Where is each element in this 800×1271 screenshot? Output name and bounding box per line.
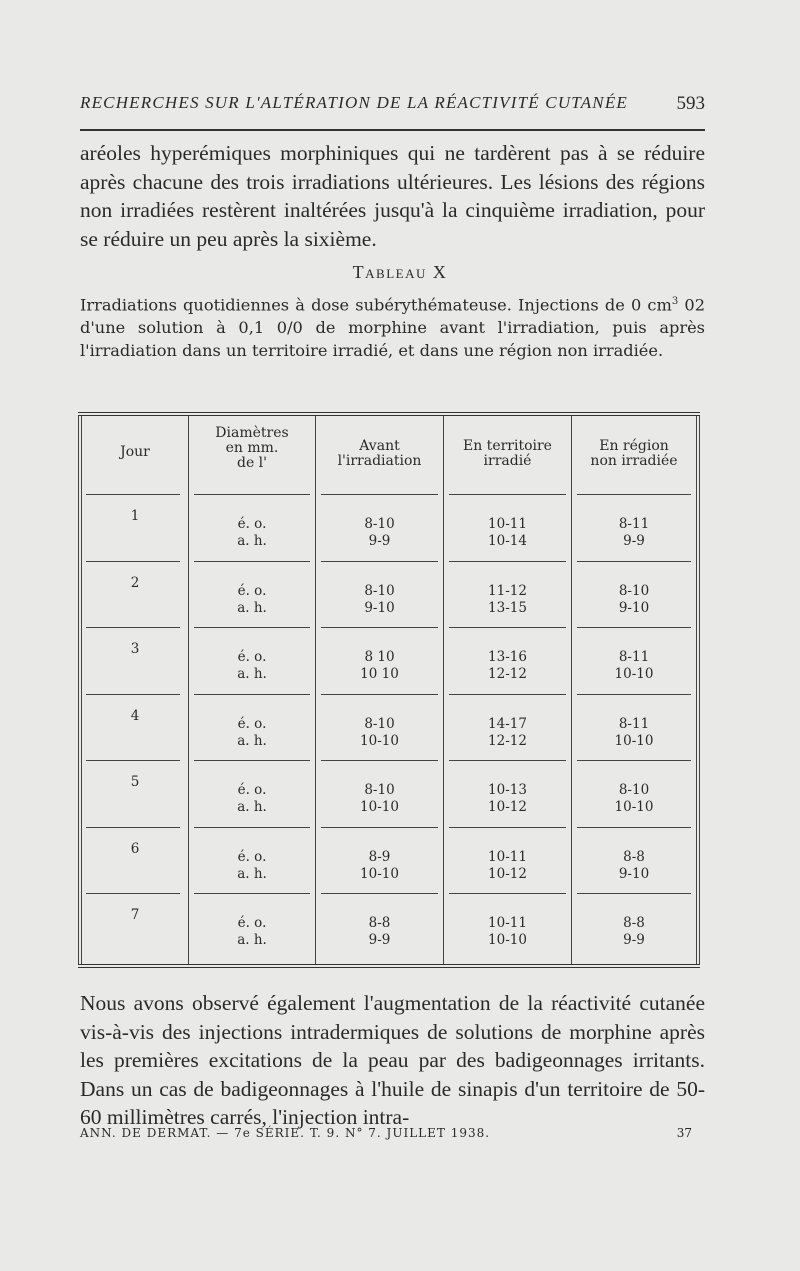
table-cell-sub [189, 583, 315, 617]
header-jour-text: Jour [120, 444, 150, 460]
avant-value: 10-10 [360, 865, 399, 882]
reg-value: 9-9 [623, 932, 645, 948]
table-cell-terr [444, 583, 571, 617]
table-frame-top [78, 412, 700, 413]
table-cell-terr [444, 516, 571, 550]
caption-part2: 02 d'une solution à 0,1 0/0 de morphine avant l'irradiation, puis après l'irradiation dans un territoire irradié, et dans une région non irradiée. [80, 295, 706, 361]
avant-value: 8-8 [368, 915, 391, 931]
row-separator [577, 893, 691, 894]
caption-part1: Irradiations quotidiennes à dose subérythémateuse. Injections de 0 cm [80, 295, 672, 315]
row-separator [577, 494, 691, 495]
terr-value: 10-12 [488, 799, 527, 815]
caption-superscript: 3 [671, 296, 679, 307]
table-frame-top-inner [78, 415, 700, 416]
table-frame-bottom-inner [78, 964, 700, 965]
row-separator [449, 627, 566, 628]
jour-value: 6 [130, 840, 140, 857]
header-avant-line2: l'irradiation [337, 453, 422, 469]
avant-value: 10-10 [360, 732, 399, 749]
header-reg-line1: En région [599, 438, 669, 454]
header-avant [316, 439, 443, 469]
header-diametres [189, 426, 315, 471]
reg-value: 8-8 [623, 848, 645, 865]
avant-value: 8-10 [364, 782, 395, 798]
sub-value: a. h. [237, 799, 267, 815]
terr-value: 12-12 [488, 666, 527, 682]
running-header [80, 93, 705, 113]
header-avant-line1: Avant [359, 438, 400, 454]
row-separator [86, 494, 180, 495]
header-rule [80, 129, 705, 131]
sub-value: é. o. [237, 649, 267, 665]
table-cell-reg [572, 716, 696, 750]
table-cell-sub [189, 516, 315, 550]
row-separator [321, 494, 438, 495]
jour-value: 4 [130, 707, 140, 724]
sub-value: a. h. [237, 533, 267, 549]
avant-value: 10-10 [360, 799, 399, 815]
table-cell-jour [82, 641, 188, 658]
row-separator [449, 561, 566, 562]
data-table [78, 412, 700, 968]
reg-value: 10-10 [614, 799, 654, 815]
sub-value: a. h. [237, 666, 267, 682]
table-border-left-inner [81, 416, 82, 964]
row-separator [577, 827, 691, 828]
row-separator [577, 627, 691, 628]
terr-value: 10-10 [488, 932, 527, 948]
terr-value: 10-14 [488, 533, 527, 549]
table-title: Tableau X [352, 262, 448, 282]
row-separator [577, 561, 691, 562]
sub-value: a. h. [237, 599, 267, 616]
row-separator [194, 827, 310, 828]
header-region [572, 439, 696, 469]
table-border-right [699, 416, 700, 964]
table-cell-reg [572, 649, 696, 683]
row-separator [449, 494, 566, 495]
sub-value: é. o. [237, 915, 267, 931]
reg-value: 10-10 [614, 666, 654, 682]
row-separator [194, 561, 310, 562]
reg-value: 9-9 [623, 533, 645, 549]
terr-value: 10-11 [488, 848, 527, 865]
sub-value: a. h. [237, 732, 267, 749]
header-diam-line3: de l' [236, 455, 268, 471]
row-separator [449, 694, 566, 695]
table-cell-terr [444, 782, 571, 816]
terr-value: 10-11 [488, 915, 527, 931]
terr-value: 13-16 [488, 649, 527, 665]
jour-value: 3 [130, 641, 140, 657]
row-separator [194, 627, 310, 628]
table-cell-sub [189, 782, 315, 816]
reg-value: 10-10 [614, 732, 654, 749]
jour-value: 5 [130, 774, 140, 790]
reg-value: 8-10 [618, 582, 650, 599]
table-cell-avant [316, 583, 443, 617]
table-cell-terr [444, 915, 571, 949]
header-diam-line1: Diamètres [215, 425, 289, 441]
row-separator [86, 561, 180, 562]
table-cell-sub [189, 649, 315, 683]
sub-value: é. o. [237, 582, 267, 599]
reg-value: 9-10 [618, 599, 650, 616]
table-cell-jour [82, 508, 188, 525]
sub-value: é. o. [237, 715, 267, 732]
table-cell-terr [444, 716, 571, 750]
row-separator [321, 827, 438, 828]
sub-value: a. h. [237, 865, 267, 882]
table-cell-reg [572, 583, 696, 617]
jour-value: 2 [130, 574, 140, 591]
header-terr-line2: irradié [483, 453, 532, 469]
row-separator [449, 827, 566, 828]
avant-value: 8 10 [364, 649, 395, 665]
row-separator [321, 694, 438, 695]
row-separator [194, 494, 310, 495]
avant-value: 8-10 [364, 582, 395, 599]
table-cell-avant [316, 516, 443, 550]
table-cell-reg [572, 915, 696, 949]
header-terr-line1: En territoire [463, 438, 552, 454]
terr-value: 10-11 [488, 516, 527, 532]
row-separator [321, 893, 438, 894]
table-cell-avant [316, 782, 443, 816]
closing-paragraph: Nous avons observé également l'augmentation de la réactivité cutanée vis-à-vis des injections intradermiques de solutions de morphine après les premières excitations de la peau par des badigeonnages irritants. Dans un cas de badigeonnages à l'huile de sinapis d'un territoire de 50-60 millimètres carrés, l'injection intra- [80, 991, 705, 1129]
sub-value: é. o. [237, 516, 267, 532]
row-separator [321, 760, 438, 761]
table-cell-avant [316, 649, 443, 683]
jour-value: 7 [130, 907, 140, 923]
table-cell-jour [82, 575, 188, 592]
table-cell-avant [316, 849, 443, 883]
reg-value: 8-8 [623, 915, 645, 931]
table-caption [80, 290, 705, 362]
intro-paragraph: aréoles hyperémiques morphiniques qui ne tardèrent pas à se réduire après chacune des trois irradiations ultérieures. Les lésions des régions non irradiées restèrent inaltérées jusqu'à la cinquième irradiation, pour se réduire un peu après la sixième. [80, 141, 705, 251]
table-cell-avant [316, 915, 443, 949]
table-cell-jour [82, 907, 188, 924]
table-cell-sub [189, 915, 315, 949]
row-separator [577, 694, 691, 695]
terr-value: 10-12 [488, 865, 527, 882]
terr-value: 13-15 [488, 599, 527, 616]
table-cell-avant [316, 716, 443, 750]
table-cell-sub [189, 716, 315, 750]
row-separator [86, 893, 180, 894]
row-separator [321, 627, 438, 628]
avant-value: 8-10 [364, 715, 395, 732]
footer-journal: ANN. DE DERMAT. — 7e SÉRIE. T. 9. N° 7. JUILLET 1938. [80, 1126, 491, 1140]
terr-value: 14-17 [488, 715, 527, 732]
avant-value: 9-9 [368, 533, 391, 549]
reg-value: 8-11 [618, 649, 650, 665]
row-separator [577, 760, 691, 761]
table-cell-jour [82, 774, 188, 791]
page-number: 593 [676, 93, 705, 114]
table-cell-jour [82, 841, 188, 858]
running-title: RECHERCHES SUR L'ALTÉRATION DE LA RÉACTIVITÉ CUTANÉE [80, 93, 628, 112]
table-cell-terr [444, 649, 571, 683]
header-territoire [444, 439, 571, 469]
table-border-right-inner [696, 416, 697, 964]
avant-value: 9-9 [368, 932, 391, 948]
table-cell-reg [572, 849, 696, 883]
avant-value: 8-9 [368, 848, 391, 865]
footer-sheet-number: 37 [676, 1126, 692, 1140]
row-separator [449, 760, 566, 761]
sub-value: é. o. [237, 848, 267, 865]
table-cell-reg [572, 516, 696, 550]
row-separator [449, 893, 566, 894]
avant-value: 9-10 [364, 599, 395, 616]
avant-value: 10 10 [360, 666, 399, 682]
avant-value: 8-10 [364, 516, 395, 532]
jour-value: 1 [130, 508, 140, 524]
table-cell-terr [444, 849, 571, 883]
reg-value: 8-11 [618, 516, 650, 532]
table-cell-reg [572, 782, 696, 816]
row-separator [321, 561, 438, 562]
header-reg-line2: non irradiée [590, 453, 678, 469]
page-footer [80, 1126, 700, 1140]
header-jour [82, 445, 188, 460]
terr-value: 10-13 [488, 782, 527, 798]
row-separator [86, 760, 180, 761]
row-separator [194, 893, 310, 894]
sub-value: a. h. [237, 932, 267, 948]
reg-value: 9-10 [618, 865, 650, 882]
terr-value: 12-12 [488, 732, 527, 749]
table-cell-sub [189, 849, 315, 883]
row-separator [194, 760, 310, 761]
row-separator [86, 827, 180, 828]
reg-value: 8-11 [618, 715, 650, 732]
table-border-left [78, 416, 79, 964]
row-separator [86, 694, 180, 695]
terr-value: 11-12 [488, 582, 527, 599]
reg-value: 8-10 [618, 782, 650, 798]
table-cell-jour [82, 708, 188, 725]
sub-value: é. o. [237, 782, 267, 798]
row-separator [194, 694, 310, 695]
row-separator [86, 627, 180, 628]
table-frame-bottom [78, 967, 700, 968]
header-diam-line2: en mm. [225, 440, 279, 456]
